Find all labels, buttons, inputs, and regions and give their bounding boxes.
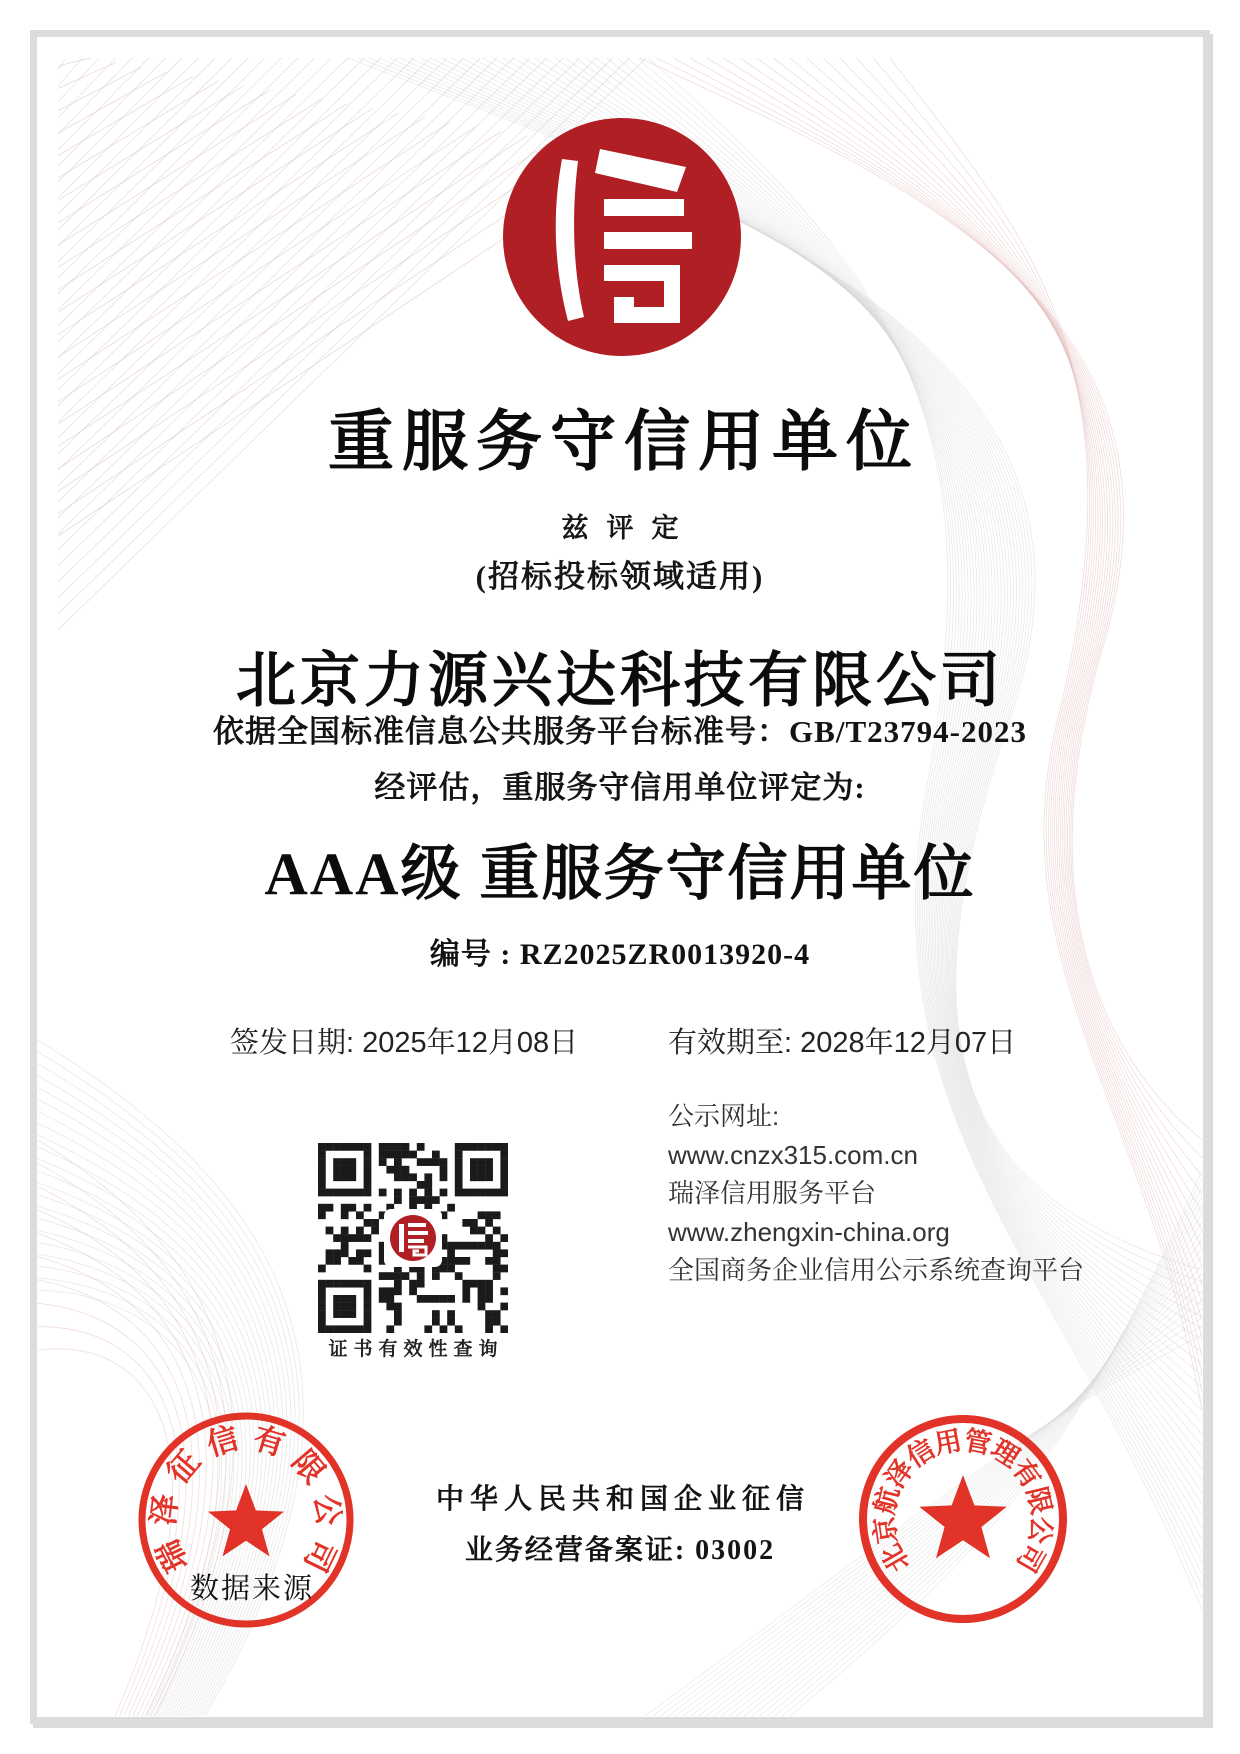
publicity-url-2: www.zhengxin-china.org — [668, 1216, 950, 1247]
svg-text:征: 征 — [160, 1443, 207, 1491]
certificate-title: 重服务守信用单位 — [328, 406, 920, 479]
serial-label: 编号 : — [429, 938, 512, 971]
credit-xin-logo-icon — [502, 117, 742, 357]
publicity-heading: 公示网址: — [668, 1101, 780, 1131]
scope-note: (招标投标领域适用) — [475, 559, 765, 594]
issue-date-line — [230, 1020, 578, 1061]
svg-text:司: 司 — [297, 1534, 343, 1578]
serial-number: RZ2025ZR0013920-4 — [519, 938, 811, 971]
valid-until-line — [668, 1020, 1016, 1061]
svg-text:北: 北 — [875, 1538, 916, 1578]
publicity-url-1: www.cnzx315.com.cn — [668, 1139, 918, 1170]
svg-text:信: 信 — [901, 1433, 941, 1474]
issue-declaration: 兹评定 — [561, 513, 697, 543]
issue-date-value: 2025年12月08日 — [362, 1027, 579, 1059]
svg-text:京: 京 — [869, 1514, 903, 1546]
standard-reference: 依据全国标准信息公共服务平台标准号：GB/T23794-2023 — [213, 714, 1027, 749]
svg-text:用: 用 — [932, 1425, 965, 1460]
serial-line — [0, 929, 1240, 973]
svg-text:管: 管 — [961, 1425, 994, 1460]
red-star-icon — [208, 1484, 284, 1556]
footer-license-line: 业务经营备案证: 03002 — [464, 1535, 776, 1566]
qr-code — [318, 1143, 508, 1333]
svg-text:理: 理 — [985, 1433, 1025, 1474]
right-company-seal-icon — [855, 1411, 1071, 1627]
svg-text:瑞: 瑞 — [149, 1534, 195, 1578]
svg-text:限: 限 — [1021, 1483, 1057, 1518]
footer-org-line: 中华人民共和国企业征信 — [435, 1484, 810, 1515]
rating-line: AAA级 重服务守信用单位 — [264, 841, 976, 907]
valid-until-label: 有效期至: — [668, 1027, 793, 1059]
svg-text:司: 司 — [1010, 1538, 1051, 1578]
qr-caption: 证书有效性查询 — [328, 1339, 504, 1360]
svg-text:信: 信 — [202, 1420, 243, 1463]
svg-text:有: 有 — [249, 1420, 290, 1463]
company-name: 北京力源兴达科技有限公司 — [236, 648, 1004, 714]
publicity-block — [668, 1097, 1084, 1290]
issue-date-label: 签发日期: — [230, 1027, 355, 1059]
publicity-site-1: 瑞泽信用服务平台 — [668, 1178, 877, 1208]
svg-text:航: 航 — [869, 1483, 905, 1518]
valid-until-value: 2028年12月07日 — [800, 1027, 1017, 1059]
svg-text:泽: 泽 — [879, 1454, 920, 1494]
data-source-label: 数据来源 — [189, 1573, 314, 1605]
svg-text:公: 公 — [308, 1492, 347, 1528]
svg-text:公: 公 — [1023, 1514, 1057, 1546]
svg-text:限: 限 — [285, 1443, 332, 1491]
svg-text:泽: 泽 — [145, 1492, 184, 1528]
assessment-statement: 经评估，重服务守信用单位评定为: — [374, 770, 866, 805]
publicity-site-2: 全国商务企业信用公示系统查询平台 — [668, 1255, 1085, 1285]
red-star-icon — [919, 1475, 1006, 1558]
svg-text:有: 有 — [1006, 1454, 1047, 1494]
